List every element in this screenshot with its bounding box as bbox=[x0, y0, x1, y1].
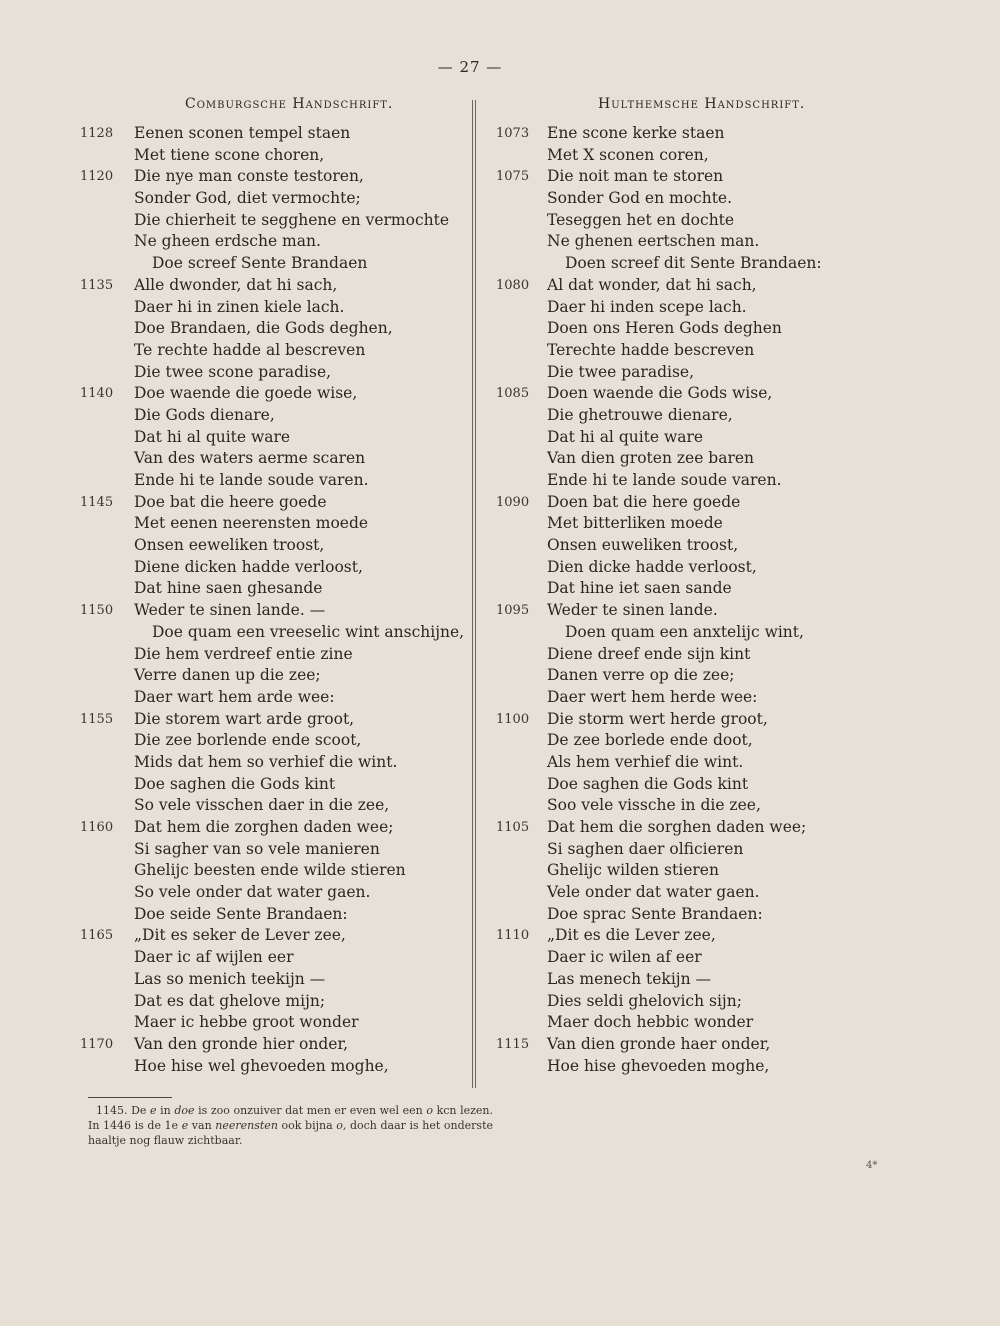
verse-text: Met eenen neerensten moede bbox=[134, 514, 369, 533]
verse-line bbox=[80, 644, 470, 666]
verse-text: Diene dicken hadde verloost, bbox=[134, 557, 363, 576]
footnote-italic: e bbox=[181, 1119, 189, 1132]
verse-text: Doen waende die Gods wise, bbox=[547, 384, 773, 403]
verse-text: Die storem wart arde groot, bbox=[134, 709, 355, 728]
verse-line bbox=[80, 362, 470, 384]
verse-text: Dat hem die sorghen daden wee; bbox=[547, 818, 807, 836]
verse-number: 1145 bbox=[80, 494, 114, 510]
verse-text: Met tiene scone choren, bbox=[134, 145, 325, 164]
verse-line bbox=[496, 665, 866, 687]
footnote-italic: neerensten bbox=[215, 1119, 278, 1132]
verse-text: Van dien gronde haer onder, bbox=[547, 1034, 771, 1053]
column-divider bbox=[472, 100, 476, 1088]
verse-line bbox=[496, 1034, 866, 1056]
verse-text: Die chierheit te segghene en vermochte bbox=[134, 210, 450, 229]
verse-line bbox=[496, 557, 866, 579]
verse-text: Si saghen daer olficieren bbox=[547, 839, 744, 858]
verse-line bbox=[496, 904, 866, 926]
verse-text: Doe seide Sente Brandaen: bbox=[134, 904, 348, 923]
verse-number: 1140 bbox=[80, 386, 114, 402]
verse-line bbox=[496, 145, 866, 167]
verse-number: 1128 bbox=[80, 126, 114, 141]
verse-line bbox=[80, 687, 470, 709]
verse-number: 1073 bbox=[496, 126, 530, 141]
verse-line bbox=[496, 860, 866, 882]
verse-text: Maer doch hebbic wonder bbox=[547, 1013, 754, 1032]
verse-line bbox=[80, 665, 470, 687]
footnote-line-number: 1145. bbox=[96, 1104, 128, 1117]
verse-text: Las menech tekijn — bbox=[547, 969, 711, 988]
verse-line bbox=[80, 969, 470, 991]
verse-line bbox=[496, 210, 866, 232]
verse-line bbox=[496, 166, 866, 188]
verse-text: Van dien groten zee baren bbox=[547, 449, 755, 468]
left-verse-column bbox=[80, 123, 470, 1077]
verse-text: Ghelijc wilden stieren bbox=[547, 861, 719, 880]
verse-number: 1100 bbox=[496, 711, 530, 727]
verse-line bbox=[496, 231, 866, 253]
verse-text: Verre danen up die zee; bbox=[134, 666, 321, 685]
verse-text: Danen verre op die zee; bbox=[547, 666, 735, 685]
verse-line bbox=[496, 383, 866, 405]
verse-line bbox=[80, 427, 470, 449]
verse-number: 1135 bbox=[80, 277, 114, 293]
verse-line bbox=[496, 275, 866, 297]
verse-line bbox=[496, 123, 866, 145]
verse-text: Eenen sconen tempel staen bbox=[134, 124, 351, 142]
verse-number: 1105 bbox=[496, 820, 530, 835]
verse-text: So vele onder dat water gaen. bbox=[134, 883, 371, 902]
verse-line bbox=[496, 1012, 866, 1034]
verse-text: Al dat wonder, dat hi sach, bbox=[547, 275, 757, 294]
verse-text: Met bitterliken moede bbox=[547, 514, 723, 533]
verse-number: 1110 bbox=[496, 928, 530, 944]
verse-text: Teseggen het en dochte bbox=[547, 210, 735, 229]
verse-line bbox=[80, 188, 470, 210]
verse-line bbox=[496, 752, 866, 774]
verse-line bbox=[496, 362, 866, 384]
verse-text: Daer ic wilen af eer bbox=[547, 948, 702, 967]
verse-line bbox=[80, 925, 470, 947]
verse-text: Daer ic af wijlen eer bbox=[134, 948, 294, 967]
footnote-italic: o bbox=[426, 1104, 433, 1117]
verse-text: Die noit man te storen bbox=[547, 167, 724, 186]
verse-text: Diene dreef ende sijn kint bbox=[547, 644, 751, 663]
verse-text: Dien dicke hadde verloost, bbox=[547, 557, 757, 576]
footnote-part: in bbox=[156, 1104, 175, 1117]
verse-line bbox=[80, 730, 470, 752]
verse-text: Dat hi al quite ware bbox=[134, 427, 291, 446]
verse-text: Ne ghenen eertschen man. bbox=[547, 232, 760, 251]
verse-line bbox=[80, 752, 470, 774]
verse-text: Mids dat hem so verhief die wint. bbox=[134, 752, 398, 771]
verse-line bbox=[496, 448, 866, 470]
verse-line bbox=[80, 795, 470, 817]
verse-text: Dat es dat ghelove mijn; bbox=[134, 991, 326, 1010]
verse-text: De zee borlede ende doot, bbox=[547, 731, 753, 750]
verse-text: Doe screef Sente Brandaen bbox=[152, 254, 368, 273]
verse-line bbox=[80, 145, 470, 167]
verse-text: Onsen eeweliken troost, bbox=[134, 536, 325, 555]
verse-text: Te rechte hadde al bescreven bbox=[134, 340, 366, 359]
verse-line bbox=[496, 492, 866, 514]
verse-line bbox=[496, 318, 866, 340]
verse-line bbox=[496, 947, 866, 969]
verse-line bbox=[80, 817, 470, 839]
verse-text: Weder te sinen lande. bbox=[547, 601, 718, 620]
verse-line bbox=[80, 1012, 470, 1034]
verse-line bbox=[496, 730, 866, 752]
verse-line bbox=[496, 578, 866, 600]
verse-line bbox=[80, 318, 470, 340]
verse-number: 1170 bbox=[80, 1036, 114, 1052]
verse-text: Doe saghen die Gods kint bbox=[547, 774, 749, 793]
verse-line bbox=[80, 882, 470, 904]
verse-line bbox=[80, 904, 470, 926]
verse-text: Met X sconen coren, bbox=[547, 145, 709, 164]
verse-line bbox=[496, 470, 866, 492]
left-column-header: Comburgsche Handschrift. bbox=[185, 96, 394, 112]
verse-text: Die ghetrouwe dienare, bbox=[547, 405, 733, 424]
verse-text: „Dit es seker de Lever zee, bbox=[134, 926, 346, 945]
footnote-italic: o, bbox=[336, 1119, 347, 1132]
verse-line bbox=[496, 622, 866, 644]
right-column-header: Hulthemsche Handschrift. bbox=[598, 96, 806, 112]
verse-text: Daer wert hem herde wee: bbox=[547, 687, 758, 706]
verse-number: 1150 bbox=[80, 603, 114, 619]
verse-number: 1165 bbox=[80, 928, 114, 944]
verse-line bbox=[80, 297, 470, 319]
verse-text: Daer hi in zinen kiele lach. bbox=[134, 297, 345, 316]
verse-line bbox=[80, 1034, 470, 1056]
verse-text: Ende hi te lande soude varen. bbox=[134, 471, 369, 489]
verse-text: So vele visschen daer in die zee, bbox=[134, 796, 390, 815]
verse-line bbox=[80, 774, 470, 796]
verse-line bbox=[80, 448, 470, 470]
verse-line bbox=[80, 513, 470, 535]
verse-line bbox=[496, 253, 866, 275]
verse-line bbox=[496, 405, 866, 427]
verse-text: Ne gheen erdsche man. bbox=[134, 232, 321, 251]
verse-text: Die hem verdreef entie zine bbox=[134, 644, 353, 663]
verse-text: Die zee borlende ende scoot, bbox=[134, 731, 362, 750]
verse-line bbox=[80, 709, 470, 731]
verse-text: „Dit es die Lever zee, bbox=[547, 926, 716, 945]
verse-line bbox=[496, 969, 866, 991]
verse-text: Doen screef dit Sente Brandaen: bbox=[565, 254, 822, 273]
verse-text: Hoe hise wel ghevoeden moghe, bbox=[134, 1056, 389, 1075]
right-verse-column bbox=[496, 123, 866, 1077]
verse-number: 1095 bbox=[496, 603, 530, 619]
verse-line bbox=[80, 991, 470, 1013]
verse-number: 1075 bbox=[496, 169, 530, 185]
verse-line bbox=[496, 427, 866, 449]
verse-line bbox=[80, 578, 470, 600]
verse-text: Dat hine iet saen sande bbox=[547, 579, 732, 598]
verse-line bbox=[80, 860, 470, 882]
verse-text: Doen bat die here goede bbox=[547, 492, 741, 511]
verse-text: Daer wart hem arde wee: bbox=[134, 687, 335, 706]
verse-line bbox=[496, 774, 866, 796]
footnote-italic: doe bbox=[174, 1104, 195, 1117]
verse-line bbox=[496, 297, 866, 319]
footnote-part: is zoo onzuiver dat men er even wel een bbox=[194, 1104, 427, 1117]
verse-text: Doe quam een vreeselic wint anschijne, bbox=[152, 622, 465, 641]
verse-line bbox=[80, 492, 470, 514]
verse-text: Dat hem die zorghen daden wee; bbox=[134, 818, 394, 836]
verse-text: Maer ic hebbe groot wonder bbox=[134, 1013, 359, 1032]
verse-number: 1120 bbox=[80, 169, 114, 185]
verse-text: Als hem verhief die wint. bbox=[547, 752, 744, 771]
verse-number: 1155 bbox=[80, 711, 114, 727]
verse-line bbox=[80, 600, 470, 622]
verse-text: Die storm wert herde groot, bbox=[547, 709, 768, 728]
verse-text: Dies seldi ghelovich sijn; bbox=[547, 991, 742, 1010]
verse-text: Doen quam een anxtelijc wint, bbox=[565, 622, 804, 641]
verse-line bbox=[496, 991, 866, 1013]
verse-line bbox=[80, 470, 470, 492]
footnote-part: kcn lezen. In 1446 is de 1e bbox=[88, 1104, 493, 1132]
verse-text: Doe sprac Sente Brandaen: bbox=[547, 904, 763, 923]
verse-text: Sonder God en mochte. bbox=[547, 189, 733, 208]
verse-line bbox=[496, 188, 866, 210]
verse-line bbox=[496, 709, 866, 731]
verse-text: Daer hi inden scepe lach. bbox=[547, 297, 747, 316]
verse-text: Doe saghen die Gods kint bbox=[134, 774, 336, 793]
page-number: — 27 — bbox=[437, 58, 503, 76]
verse-number: 1085 bbox=[496, 386, 530, 402]
verse-text: Dat hi al quite ware bbox=[547, 427, 704, 446]
verse-text: Doen ons Heren Gods deghen bbox=[547, 319, 782, 338]
footnote-part: ook bijna bbox=[277, 1119, 337, 1132]
verse-number: 1115 bbox=[496, 1036, 530, 1052]
verse-line bbox=[496, 600, 866, 622]
verse-text: Vele onder dat water gaen. bbox=[547, 883, 760, 902]
verse-line bbox=[496, 1056, 866, 1078]
verse-line bbox=[496, 925, 866, 947]
verse-text: Terechte hadde bescreven bbox=[547, 340, 755, 359]
verse-line bbox=[80, 275, 470, 297]
footnote-part: De bbox=[127, 1104, 151, 1117]
verse-text: Ghelijc beesten ende wilde stieren bbox=[134, 861, 406, 880]
verse-number: 1160 bbox=[80, 820, 114, 835]
verse-line bbox=[496, 839, 866, 861]
verse-text: Si sagher van so vele manieren bbox=[134, 839, 380, 858]
verse-text: Die Gods dienare, bbox=[134, 405, 275, 424]
verse-line bbox=[80, 622, 470, 644]
verse-line bbox=[80, 231, 470, 253]
verse-text: Die nye man conste testoren, bbox=[134, 167, 364, 186]
verse-line bbox=[80, 405, 470, 427]
verse-line bbox=[80, 947, 470, 969]
verse-line bbox=[496, 882, 866, 904]
verse-text: Ene scone kerke staen bbox=[547, 124, 725, 142]
verse-text: Dat hine saen ghesande bbox=[134, 579, 323, 598]
footnote-italic: e bbox=[150, 1104, 157, 1117]
footnote-part: van bbox=[188, 1119, 216, 1132]
verse-text: Doe bat die heere goede bbox=[134, 492, 327, 511]
verse-line bbox=[80, 839, 470, 861]
verse-number: 1090 bbox=[496, 494, 530, 510]
verse-line bbox=[496, 513, 866, 535]
verse-text: Hoe hise ghevoeden moghe, bbox=[547, 1056, 770, 1075]
verse-line bbox=[496, 687, 866, 709]
verse-text: Die twee paradise, bbox=[547, 362, 695, 381]
verse-line bbox=[80, 557, 470, 579]
verse-text: Van des waters aerme scaren bbox=[134, 449, 366, 468]
verse-line bbox=[80, 166, 470, 188]
verse-text: Weder te sinen lande. — bbox=[134, 601, 326, 620]
verse-text: Alle dwonder, dat hi sach, bbox=[134, 275, 338, 294]
verse-line bbox=[80, 340, 470, 362]
verse-line bbox=[80, 253, 470, 275]
verse-text: Van den gronde hier onder, bbox=[134, 1034, 349, 1053]
verse-line bbox=[496, 340, 866, 362]
verse-line bbox=[80, 1056, 470, 1078]
verse-text: Sonder God, diet vermochte; bbox=[134, 189, 361, 208]
footnote-rule bbox=[88, 1097, 172, 1098]
verse-line bbox=[80, 383, 470, 405]
verse-text: Doe waende die goede wise, bbox=[134, 384, 358, 403]
verse-text: Doe Brandaen, die Gods deghen, bbox=[134, 319, 393, 338]
verse-text: Onsen euweliken troost, bbox=[547, 536, 739, 555]
verse-line bbox=[80, 123, 470, 145]
verse-line bbox=[496, 795, 866, 817]
verse-text: Las so menich teekijn — bbox=[134, 969, 326, 988]
footnote-text bbox=[88, 1103, 493, 1148]
verse-line bbox=[80, 210, 470, 232]
verse-line bbox=[496, 535, 866, 557]
verse-line bbox=[80, 535, 470, 557]
signature-mark: 4* bbox=[866, 1160, 878, 1171]
verse-line bbox=[496, 644, 866, 666]
verse-number: 1080 bbox=[496, 277, 530, 293]
verse-text: Ende hi te lande soude varen. bbox=[547, 471, 782, 489]
footnote bbox=[88, 1103, 493, 1148]
footnote-part: doch daar is het onderste haaltje nog flauw zichtbaar. bbox=[88, 1119, 493, 1147]
verse-text: Soo vele vissche in die zee, bbox=[547, 796, 761, 815]
verse-line bbox=[496, 817, 866, 839]
verse-text: Die twee scone paradise, bbox=[134, 362, 332, 381]
